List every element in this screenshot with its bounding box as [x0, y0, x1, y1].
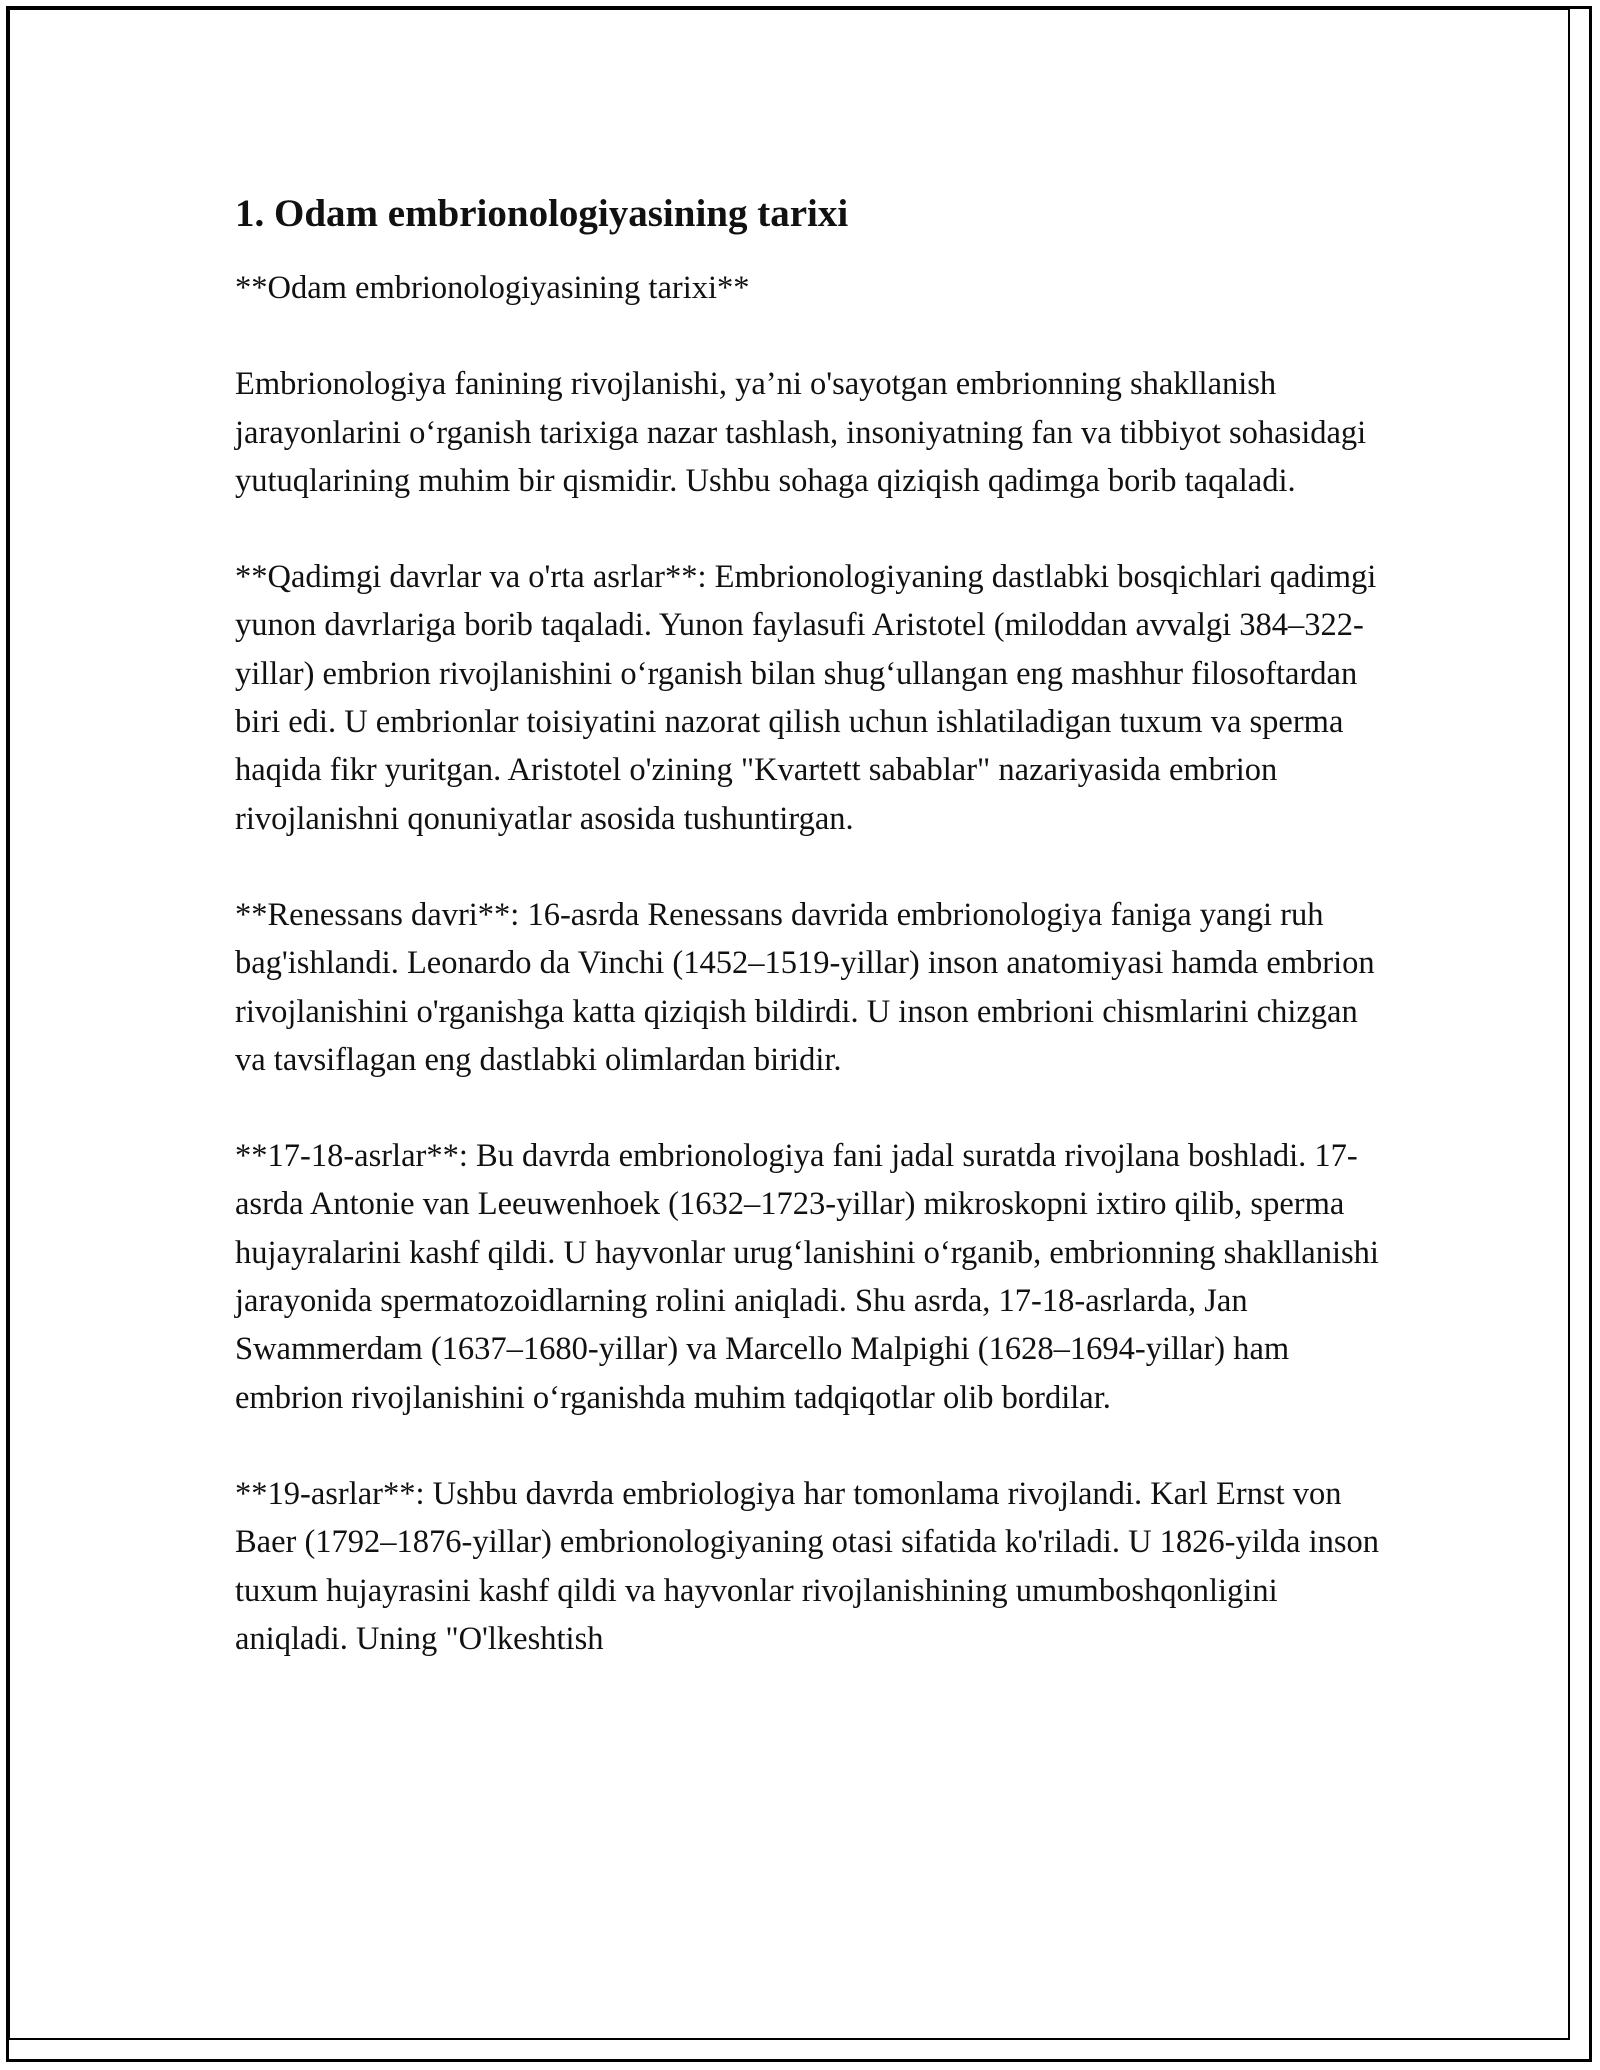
- document-body: [235, 188, 1385, 1711]
- section-heading: 1. Odam embrionologiyasining tarixi: [235, 192, 849, 235]
- document-subtitle: **Odam embrionologiyasining tarixi**: [235, 270, 750, 306]
- paragraph-19-century: **19-asrlar**: Ushbu davrda embriologiya har tomonlama rivojlandi. Karl Ernst von Baer (1792–1876-yillar) embrionologiyaning otasi sifatida ko'riladi. U 1826-yilda inson tuxum hujayrasini kashf qildi va hayvonlar rivojlanishining umumboshqonligini aniqladi. Uning "O'lkeshtish: [235, 1475, 1380, 1657]
- paragraph-renaissance: **Renessans davri**: 16-asrda Renessans davrida embrionologiya faniga yangi ruh bag'ishlandi. Leonardo da Vinchi (1452–1519-yillar) inson anatomiyasi hamda embrion rivojlanishini o'rganishga katta qiziqish bildirdi. U inson embrioni chismlarini chizgan va tavsiflagan eng dastlabki olimlardan biridir.: [235, 896, 1375, 1078]
- paragraph-17-18-centuries: **17-18-asrlar**: Bu davrda embrionologiya fani jadal suratda rivojlana boshladi. 17-asrda Antonie van Leeuwenhoek (1632–1723-yillar) mikroskopni ixtiro qilib, sperma hujayralarini kashf qildi. U hayvonlar urug‘lanishini o‘rganib, embrionning shakllanishi jarayonida spermatozoidlarning rolini aniqladi. Shu asrda, 17-18-asrlarda, Jan Swammerdam (1637–1680-yillar) va Marcello Malpighi (1628–1694-yillar) ham embrion rivojlanishini o‘rganishda muhim tadqiqotlar olib bordilar.: [235, 1138, 1379, 1416]
- paragraph-intro: Embrionologiya fanining rivojlanishi, ya’ni o'sayotgan embrionning shakllanish jarayonlarini o‘rganish tarixiga nazar tashlash, insoniyatning fan va tibbiyot sohasidagi yutuqlarining muhim bir qismidir. Ushbu sohaga qiziqish qadimga borib taqaladi.: [235, 366, 1367, 499]
- paragraph-ancient-period: **Qadimgi davrlar va o'rta asrlar**: Embrionologiyaning dastlabki bosqichlari qadimgi yunon davrlariga borib taqaladi. Yunon faylasufi Aristotel (miloddan avvalgi 384–322-yillar) embrion rivojlanishini o‘rganish bilan shug‘ullangan eng mashhur filosoftardan biri edi. U embrionlar toisiyatini nazorat qilish uchun ishlatiladigan tuxum va sperma haqida fikr yuritgan. Aristotel o'zining "Kvartett sabablar" nazariyasida embrion rivojlanishni qonuniyatlar asosida tushuntirgan.: [235, 559, 1377, 837]
